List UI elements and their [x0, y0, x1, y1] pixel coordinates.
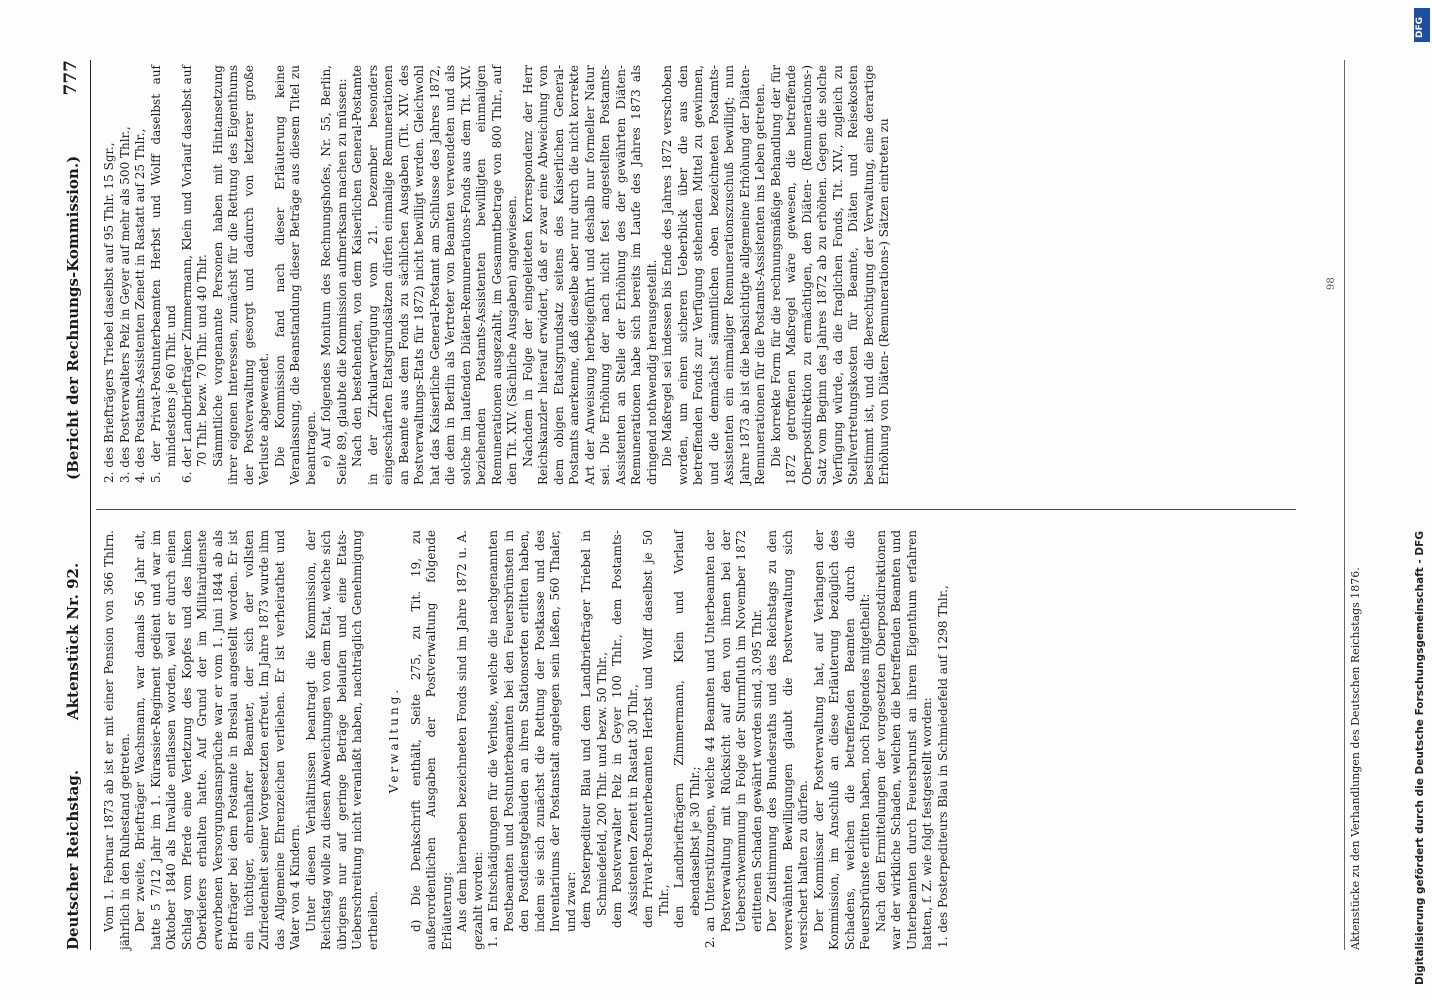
paragraph: Vom 1. Februar 1873 ab ist er mit einer Pension von 366 Thlrn. jährlich in den Ruhestand getreten.: [102, 530, 132, 950]
paragraph: 6. der Landbriefträger Zimmermann, Klein und Vorlauf daselbst auf 70 Thlr. bezw. 70 Thlr. und 40 Thlr.: [179, 65, 209, 483]
page-footer: Aktenstücke zu den Verhandlungen des Deutschen Reichstags 1876.: [1344, 60, 1364, 950]
paragraph: Der Kommissar der Postverwaltung hat, auf Verlangen der Kommission, im Anschluß an diese Erläuterung bezüglich des Schadens, welchen die betreffenden Beamten durch die Feuersbrünste erlitten haben, noch Folgendes mitgetheilt:: [811, 530, 872, 950]
header-center: Aktenstück Nr. 92.: [64, 562, 82, 720]
paragraph: dem Postverwalter Pelz in Geyer 100 Thlr., dem Postamts-Assistenten Zenett in Rastatt 30 Thlr.,: [610, 530, 640, 928]
right-text-column: [102, 65, 893, 485]
header-left: Deutscher Reichstag.: [64, 769, 82, 950]
paragraph: e) Auf folgendes Monitum des Rechnungshofes, Nr. 55, Berlin, Seite 89, glaubte die Kommission aufmerksam machen zu müssen:: [319, 65, 349, 485]
paragraph: Unter diesen Verhältnissen beantragt die Kommission, der Reichstag wolle zu diesen Abweichungen von dem Etat, welche sich übrigens nur auf geringe Beträge belaufen und eine Etats-Ueberschreitung nicht veranlaßt haben, nachträglich Genehmigung ertheilen.: [303, 530, 380, 950]
paragraph: dem Posterpediteur Blau und dem Landbriefträger Triebel in Schmiedefeld, 200 Thlr. und bezw. 50 Thlr.,: [579, 530, 609, 928]
paragraph: Der Zustimmung des Bundesraths und des Reichstags zu den vorerwähnten Bewilligungen glaubt die Postverwaltung sich versichert halten zu dürfen.: [765, 530, 810, 950]
paragraph: Die Kommission fand nach dieser Erläuterung keine Veranlassung, die Beanstandung dieser Beträge aus diesem Titel zu beantragen.: [272, 65, 318, 485]
paragraph: Der zweite, Briefträger Wachsmann, war damals 56 Jahr alt, hatte 5 7/12 Jahr im 1. Kürassier-Regiment gedient und war im Oktober 1840 als Invalide entlassen worden, weil er durch einen Schlag vom Pferde eine Verletzung des Kopfes und des linken Oberkiefers erhalten hatte. Auf Grund der im Militairdienste erworbenen Versorgungsansprüche war er vom 1. Juni 1844 ab als Briefträger bei dem Postamte in Breslau angestellt worden. Er ist ein tüchtiger, ehrenhafter Beamter, der sich der vollsten Zufriedenheit seiner Vorgesetzten erfreut. Im Jahre 1873 wurde ihm das Allgemeine Ehrenzeichen verliehen. Er ist verheirathet und Vater von 4 Kindern.: [133, 530, 302, 950]
paragraph: 2. an Unterstützungen, welche 44 Beamten und Unterbeamten der Postverwaltung mit Rücksicht auf den von ihnen bei der Ueberschwemmung in Folge der Sturmfluth im November 1872 erlittenen Schaden gewährt worden sind, 3.095 Thlr.: [703, 530, 764, 948]
paragraph: den Privat-Postunterbeamten Herbst und Wolff daselbst je 50 Thlr.,: [641, 530, 671, 928]
section-heading: Verwaltung.: [387, 686, 401, 794]
page-number: 777: [61, 60, 81, 96]
paragraph: 3. des Postverwalters Pelz in Geyer auf mehr als 500 Thlr.,: [117, 126, 132, 483]
paragraph: Aus dem hierneben bezeichneten Fonds sind im Jahre 1872 u. A. gezahlt worden:: [455, 530, 485, 950]
paragraph: Nach den Ermittelungen der vorgesetzten Oberpostdirektionen war der wirkliche Schaden, welchen die betreffenden Beamten und Unterbeamten durch Feuersbrunst an ihrem Eigenthum erfahren hatten, f. Z. wie folgt festgestellt worden:: [873, 530, 934, 950]
dfg-logo-text: DFG: [1415, 16, 1425, 38]
rotated-document-page: [62, 50, 1412, 950]
paragraph: 1. des Posterpediteurs Blau in Schmiedefeld auf 1298 Thlr.,: [935, 585, 950, 948]
paragraph: Nach den bestehenden, von dem Kaiserlichen General-Postamte in der Zirkularverfügung vom 21. Dezember besonders eingeschärften Etatsgrundsätzen dürfen einmalige Remunerationen an Beamte aus dem Fonds zu sächlichen Ausgaben (Tit. XIV. des Postverwaltungs-Etats für 1872) nicht bewilligt werden. Gleichwohl hat das Kaiserliche General-Postamt am Schlusse des Jahres 1872, die dem in Berlin als Vertreter von Beamten verwendeten und als solche im laufenden Diäten-Remunerations-Fonds aus dem Tit. XIV. beziehenden Postamts-Assistenten bewilligten einmaligen Remunerationen ausgezahlt, im Gesammtbetrage von 800 Thlr., auf den Tit. XIV. (Sächliche Ausgaben) angewiesen.: [350, 65, 519, 485]
digitization-credit: Digitalisierung gefördert durch die Deutsche Forschungsgemeinschaft - DFG: [1414, 531, 1426, 985]
paragraph: 4. des Postamts-Assistenten Zenett in Rastatt auf 25 Thlr.,: [133, 128, 147, 483]
left-text-column: [102, 530, 951, 950]
paragraph: d) Die Denkschrift enthält, Seite 275, zu Tit. 19, zu außerordentlichen Ausgaben der Postverwaltung folgende Erläuterung:: [408, 530, 454, 950]
paragraph: 2. des Briefträgers Triebel daselbst auf 95 Thlr. 15 Sgr.,: [102, 142, 116, 483]
paragraph: Sämmtliche vorgenannte Personen haben mit Hintansetzung ihrer eigenen Interessen, zunächst für die Rettung des Eigenthums der Postverwaltung gesorgt und dadurch von letzterer große Verluste abgewendet.: [210, 65, 271, 485]
header-section-title: (Bericht der Rechnungs-Kommission.): [64, 155, 82, 480]
paragraph: Die korrekte Form für die rechnungsmäßige Behandlung der für 1872 getroffenen Maßregel wäre gewesen, die betreffende Oberpostdirektion zu ermächtigen, den Diäten- (Remunerations-) Satz vom Beginn des Jahres 1872 ab zu erhöhen. Gegen die solche Verfügung würde, da die fraglichen Fonds, Tit. XIV., zugleich zu Stellvertretungskosten für Beamte, Diäten und Reisekosten bestimmt ist, und die Berechtigung der Verwaltung, eine derartige Erhöhung von Diäten- (Remunerations-) Sätzen eintreten zu: [768, 65, 891, 485]
paragraph: 1. an Entschädigungen für die Verluste, welche die nachgenannten Postbeamten und Postunterbeamten bei den Feuersbrünsten in den Postdienstgebäuden an ihren Stationsorten erlitten haben, indem sie sich zunächst die Rettung der Postkasse und des Inventariums der Postanstalt angelegen sein ließen, 560 Thaler, und zwar:: [486, 530, 578, 948]
page-mark: 98: [1326, 277, 1337, 290]
paragraph: den Landbriefträgern Zimmermann, Klein und Vorlauf ebendaselbst je 30 Thlr.;: [672, 530, 702, 928]
dfg-logo: [1414, 8, 1430, 42]
column-divider: [96, 509, 1296, 510]
paragraph: 5. der Privat-Postunterbeamten Herbst und Wolff daselbst auf mindestens je 60 Thlr. und: [148, 65, 178, 483]
paragraph: Nachdem in Folge der eingeleiteten Korrespondenz der Herr Reichskanzler hierauf erwidert, daß er zwar eine Abweichung von dem obigen Etatsgrundsatz seitens des Kaiserlichen General-Postamts anerkenne, daß dieselbe aber nur durch die nicht korrekte Art der Anweisung herbeigeführt und deshalb nur formeller Natur sei. Die Erhöhung der nach nicht fest angestellten Postamts-Assistenten an Stelle der Erhöhung des der gewährten Diäten-Remunerationen habe sich bereits im Laufe des Jahres 1873 als dringend nothwendig herausgestellt.: [520, 65, 659, 485]
paragraph: Die Maßregel sei indessen bis Ende des Jahres 1872 verschoben worden, um einen sicheren Ueberblick über die aus den betreffenden Fonds zur Verfügung stehenden Mittel zu gewinnen, und die demnächst sämmtlichen oben bezeichneten Postamts-Assistenten ein einmaliger Remunerationszuschuß bewilligt; nun Jahre 1873 ab ist die beabsichtigte allgemeine Erhöhung der Diäten-Remunerationen für die Postamts-Assistenten ins Leben getreten.: [660, 65, 767, 485]
running-header: [62, 60, 91, 950]
